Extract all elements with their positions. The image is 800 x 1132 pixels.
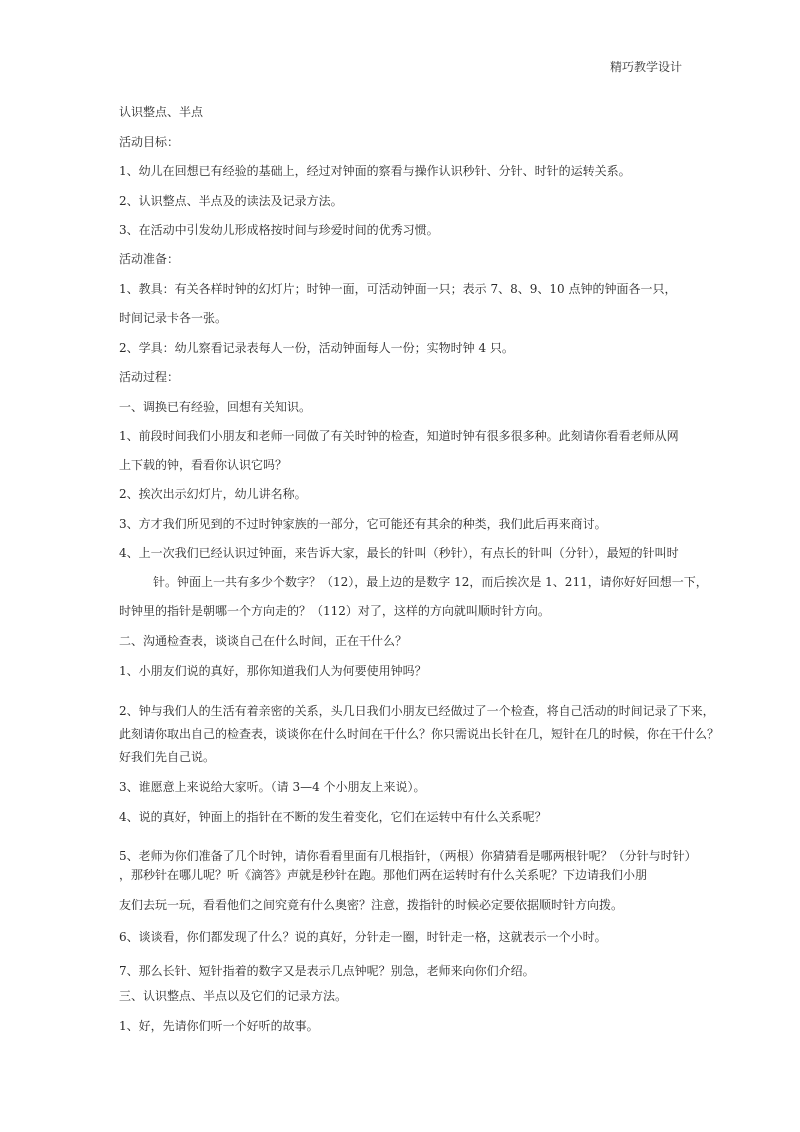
paragraph-line: 5、老师为你们准备了几个时钟，请你看看里面有几根指针，（两根）你猜猜看是哪两根针呢？（分针与时针） (119, 849, 697, 863)
section-heading: 一、调换已有经验，回想有关知识。 (119, 400, 312, 414)
paragraph-line: 2、挨次出示幻灯片，幼儿讲名称。 (119, 487, 307, 501)
paragraph-line: 针。钟面上一共有多少个数字？（12），最上边的是数字 12，而后挨次是 1、211，请你好好回想一下， (153, 575, 708, 589)
section-heading: 活动过程： (119, 370, 180, 384)
section-heading: 三、认识整点、半点以及它们的记录方法。 (119, 989, 348, 1003)
paragraph-line: 1、好，先请你们听一个好听的故事。 (119, 1019, 319, 1033)
section-heading: 二、沟通检查表，谈谈自己在什么时间，正在干什么？ (119, 634, 408, 648)
section-heading: 活动准备： (119, 252, 180, 266)
paragraph-line: 2、钟与我们人的生活有着亲密的关系，头几日我们小朋友已经做过了一个检查，将自己活动的时间记录了下来， (119, 704, 715, 718)
section-heading: 活动目标： (119, 135, 180, 149)
paragraph-line: 2、认识整点、半点及的读法及记录方法。 (119, 194, 343, 208)
paragraph-line: 7、那么长针、短针指着的数字又是表示几点钟呢？别急，老师来向你们介绍。 (119, 964, 535, 978)
paragraph-line: 1、小朋友们说的真好，那你知道我们人为何要使用钟吗？ (119, 664, 427, 678)
paragraph-line: 1、幼儿在回想已有经验的基础上，经过对钟面的察看与操作认识秒针、分针、时针的运转关系。 (119, 164, 631, 178)
paragraph-line: 时钟里的指针是朝哪一个方向走的？（112）对了，这样的方向就叫顺时针方向。 (119, 604, 550, 618)
paragraph-line: 6、谈谈看，你们都发现了什么？说的真好，分针走一圈，时针走一格，这就表示一个小时。 (119, 930, 607, 944)
document-title: 认识整点、半点 (119, 105, 204, 119)
paragraph-line: 2、学具：幼儿察看记录表每人一份，活动钟面每人一份；实物时钟 4 只。 (119, 341, 514, 355)
paragraph-line: 时间记录卡各一张。 (119, 311, 228, 325)
paragraph-line: 友们去玩一玩，看看他们之间究竟有什么奥密？注意，拨指针的时候必定要依据顺时针方向拨。 (119, 898, 624, 912)
paragraph-line: 1、教具：有关各样时钟的幻灯片；时钟一面，可活动钟面一只；表示 7、8、9、10 点钟的钟面各一只， (119, 282, 677, 296)
paragraph-line: 上下载的钟，看看你认识它吗？ (119, 458, 288, 472)
page-header: 精巧教学设计 (610, 60, 683, 74)
paragraph-line: 此刻请你取出自己的检查表，谈谈你在什么时间在干什么？你只需说出长针在几，短针在几的时候，你在干什么？ (119, 727, 720, 741)
paragraph-line: 4、上一次我们已经认识过钟面，来告诉大家，最长的针叫（秒针），有点长的针叫（分针），最短的针叫时 (119, 546, 679, 560)
paragraph-line: 1、前段时间我们小朋友和老师一同做了有关时钟的检查，知道时钟有很多很多种。此刻请你看看老师从网 (119, 429, 679, 443)
paragraph-line: 好我们先自己说。 (119, 750, 216, 764)
paragraph-line: 3、谁愿意上来说给大家听。（请 3—4 个小朋友上来说）。 (119, 780, 426, 794)
paragraph-line: 3、方才我们所见到的不过时钟家族的一部分，它可能还有其余的种类，我们此后再来商讨。 (119, 517, 607, 531)
paragraph-line: 4、说的真好，钟面上的指针在不断的发生着变化，它们在运转中有什么关系呢？ (119, 810, 547, 824)
paragraph-line: ，那秒针在哪儿呢？听《滴答》声就是秒针在跑。那他们两在运转时有什么关系呢？下边请我们小朋 (119, 868, 648, 882)
paragraph-line: 3、在活动中引发幼儿形成格按时间与珍爱时间的优秀习惯。 (119, 223, 439, 237)
